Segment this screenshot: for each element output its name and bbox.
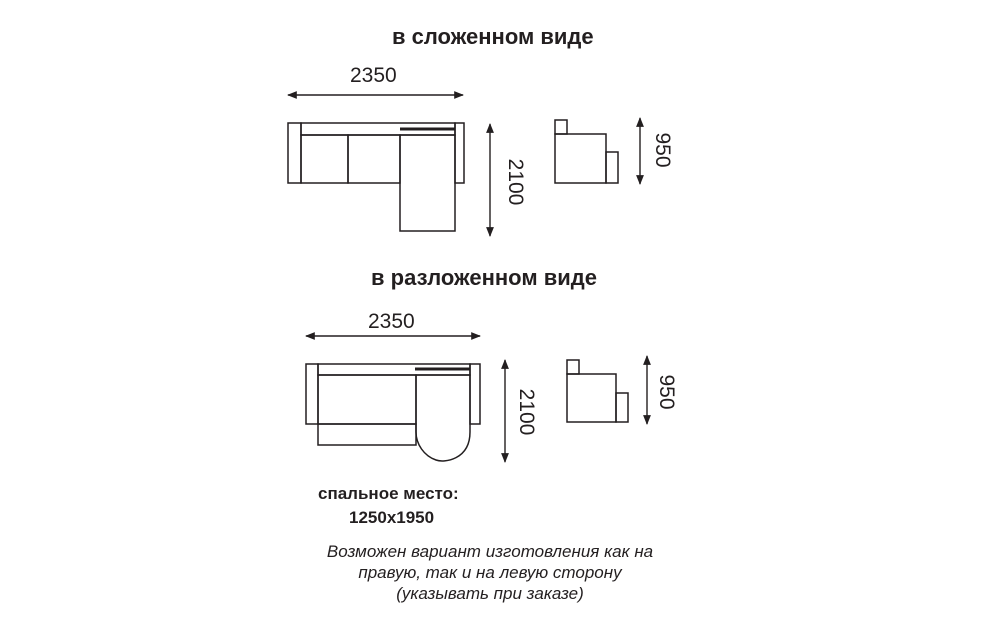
folded-left-armrest [288,123,301,183]
folded-seat-middle [348,135,400,183]
folded-depth-label: 2100 [504,158,527,206]
sleeping-place-label: спальное место: [318,484,459,503]
folded-seat-left [301,135,348,183]
unfolded-side-body [567,374,616,422]
unfolded-left-armrest [306,364,318,424]
sleeping-place-size: 1250x1950 [349,508,435,527]
folded-title: в сложенном виде [392,24,594,49]
unfolded-side-back [567,360,579,374]
unfolded-chaise [416,375,470,461]
folded-side-view [555,120,618,183]
folded-top-view [288,123,464,231]
unfolded-seat [318,375,416,424]
unfolded-right-armrest [470,364,480,424]
folded-chaise [400,135,455,231]
unfolded-side-view [567,360,628,422]
folded-side-label: 950 [651,132,674,168]
folded-side-body [555,134,606,183]
folded-width-label: 2350 [350,64,397,87]
orientation-note [290,541,690,604]
folded-right-armrest [455,123,464,183]
unfolded-bed-extension [318,424,416,445]
note-line-3: (указывать при заказе) [396,584,584,603]
folded-side-arm [606,152,618,183]
note-line-2: правую, так и на левую сторону [358,563,622,582]
unfolded-title: в разложенном виде [371,265,597,290]
note-line-1: Возможен вариант изготовления как на [326,542,654,561]
folded-side-back [555,120,567,134]
unfolded-width-label: 2350 [368,310,415,333]
unfolded-top-view [306,364,480,461]
unfolded-depth-label: 2100 [515,388,538,436]
unfolded-side-label: 950 [655,374,678,410]
unfolded-side-arm [616,393,628,422]
